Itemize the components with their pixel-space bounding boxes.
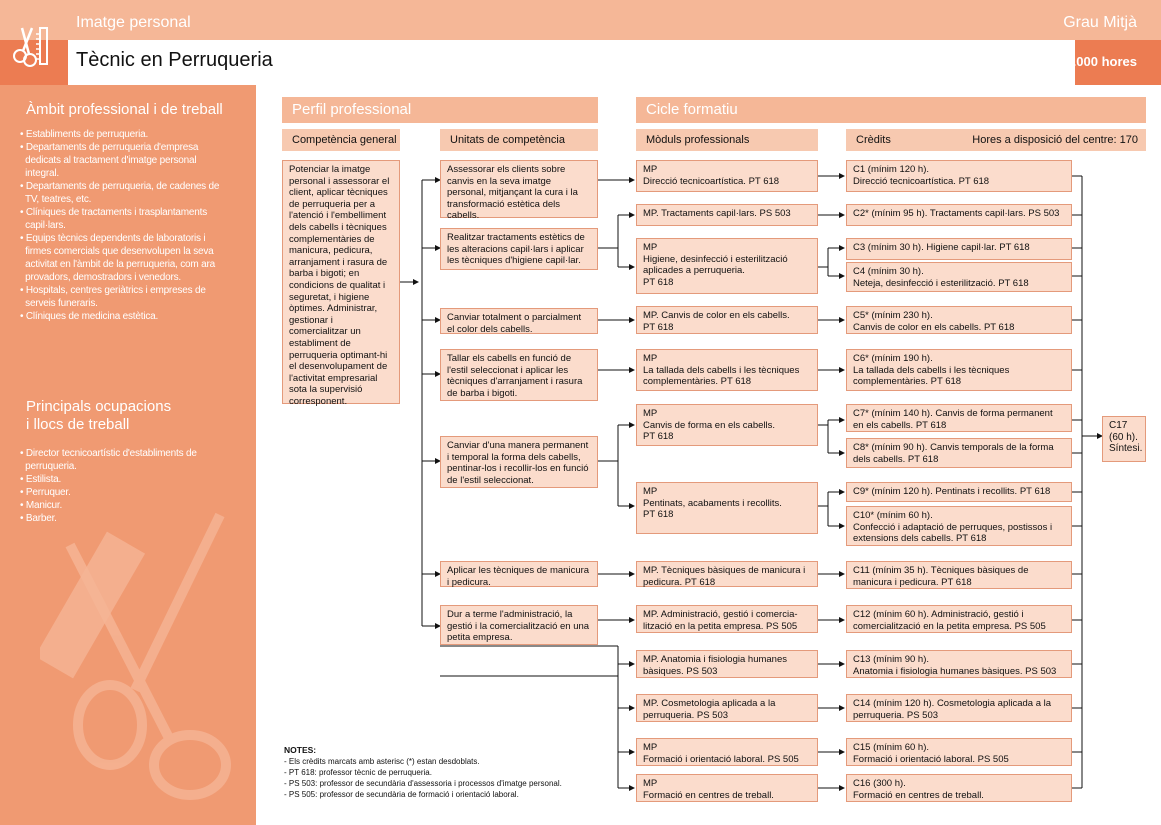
notes-line: - Els crèdits marcats amb asterisc (*) estan desdoblats. <box>284 757 480 766</box>
box-line: i temporal la forma dels cabells, <box>447 451 581 463</box>
ocupacions-title-1: Principals ocupacions <box>26 398 172 415</box>
box-line: MP <box>643 408 658 419</box>
box-line: dels cabells. PT 618 <box>853 453 939 465</box>
box-line: C2* (mínim 95 h). Tractaments capil·lars. PS 503 <box>853 208 1060 219</box>
credit-box <box>846 160 1072 192</box>
box-line: canvis en la seva imatge <box>447 175 552 187</box>
box-line: en els cabells. PT 618 <box>853 419 947 431</box>
box-line: C5* (mínim 230 h). <box>853 310 933 321</box>
box-line: lització en la petita empresa. PS 505 <box>643 620 798 632</box>
box-line: perruqueria. PS 503 <box>853 709 939 721</box>
box-line: Formació i orientació laboral. PS 505 <box>853 753 1009 765</box>
credit-box-c17 <box>1102 416 1146 462</box>
box-line: La tallada dels cabells i les tècniques <box>643 364 800 376</box>
competencia-line: barba i bigoti; en <box>289 268 360 280</box>
credit-box <box>846 694 1072 722</box>
competencia-line: el desenvolupament de <box>289 361 388 373</box>
box-line: MP <box>643 353 658 364</box>
unitat-box <box>440 605 598 645</box>
competencia-line: perruqueria optimant-hi <box>289 349 388 361</box>
box-line: Direcció tecnicoartística. PT 618 <box>853 175 990 187</box>
box-line: Formació en centres de treball. <box>643 789 774 801</box>
box-line: pentinar-los i recollir-los en funció <box>447 463 589 475</box>
box-line: extensions dels cabells. PT 618 <box>853 533 987 545</box>
box-line: Aplicar les tècniques de manicura <box>447 565 590 576</box>
box-line: i pedicura. <box>447 576 491 588</box>
credit-box <box>846 238 1072 260</box>
c17-line: (60 h). <box>1109 431 1138 443</box>
box-line: PT 618 <box>643 509 674 521</box>
moduls-header: Mòduls professionals <box>636 129 818 151</box>
competencia-line: comercialitzar un <box>289 326 361 338</box>
modul-box <box>636 650 818 678</box>
unitat-box <box>440 436 598 488</box>
list-item: provadors, demostradors i venedors. <box>20 272 182 283</box>
list-item: perruqueria. <box>20 461 77 472</box>
box-line: MP. Anatomia i fisiologia humanes <box>643 654 787 665</box>
unitats-header: Unitats de competència <box>440 129 598 151</box>
modul-box <box>636 160 818 192</box>
list-item: • Barber. <box>20 513 57 524</box>
list-item: • Manicur. <box>20 500 63 511</box>
modul-box <box>636 738 818 766</box>
competencia-line: gestionar i <box>289 314 333 326</box>
modul-box <box>636 306 818 334</box>
box-line: C11 (mínim 35 h). Tècniques bàsiques de <box>853 565 1029 576</box>
box-line: transformació estètica dels <box>447 198 560 210</box>
list-item: • Estilista. <box>20 474 62 485</box>
list-item: dedicats al tractament d'imatge personal <box>20 155 197 166</box>
competencia-line: sota la supervisió <box>289 384 363 396</box>
competencia-line: dels cabells i tècniques <box>289 221 387 233</box>
box-line: PT 618 <box>643 321 674 333</box>
box-line: MP <box>643 486 658 497</box>
perfil-header: Perfil professional <box>282 97 598 123</box>
box-line: C8* (mínim 90 h). Canvis temporals de la forma <box>853 442 1054 453</box>
notes <box>284 745 562 800</box>
box-line: C10* (mínim 60 h). <box>853 510 933 521</box>
credit-box <box>846 506 1072 546</box>
box-line: C4 (mínim 30 h). <box>853 266 924 277</box>
box-line: Canviar totalment o parcialment <box>447 312 582 323</box>
unitat-box <box>440 308 598 334</box>
box-line: PT 618 <box>643 431 674 443</box>
box-line: MP. Administració, gestió i comercia- <box>643 609 798 620</box>
competencia-line: client, aplicar tècniques <box>289 187 388 199</box>
credit-box <box>846 306 1072 334</box>
credit-box <box>846 482 1072 502</box>
box-line: MP <box>643 778 658 789</box>
c17-line: C17 <box>1109 420 1128 431</box>
box-line: Assessorar els clients sobre <box>447 164 566 175</box>
competencia-line: l'activitat empresarial <box>289 372 378 384</box>
list-item: • Departaments de perruqueria, de cadenes de <box>20 181 220 192</box>
box-line: Realitzar tractaments estètics de <box>447 232 585 243</box>
competencia-line: arranjament i rasura de <box>289 256 388 268</box>
list-item: • Departaments de perruqueria d'empresa <box>20 142 199 153</box>
box-line: bàsiques. PS 503 <box>643 665 718 677</box>
list-item: integral. <box>20 168 59 179</box>
credit-box <box>846 204 1072 226</box>
ambit-title: Àmbit professional i de treball <box>26 101 223 118</box>
credit-box <box>846 561 1072 589</box>
list-item: firmes comercials que desenvolupen la seva <box>20 246 214 257</box>
competencia-line: seguretat, i higiene <box>289 291 370 303</box>
box-line: tècniques d'arranjament i rasura <box>447 376 583 388</box>
list-item: • Director tecnicoartístic d'establiments de <box>20 448 197 459</box>
credit-box <box>846 774 1072 802</box>
modul-box <box>636 404 818 446</box>
box-line: MP. Tractaments capil·lars. PS 503 <box>643 208 791 219</box>
box-line: MP. Canvis de color en els cabells. <box>643 310 790 321</box>
competencia-line: l'atenció i l'embelliment <box>289 210 387 222</box>
box-line: C3 (mínim 30 h). Higiene capil·lar. PT 618 <box>853 242 1030 253</box>
box-line: l'estil seleccionat i aplicar les <box>447 364 569 376</box>
modul-box <box>636 561 818 587</box>
notes-line: - PS 505: professor de secundària de formació i orientació laboral. <box>284 790 519 799</box>
total-hours: 2.000 hores <box>1065 54 1137 69</box>
box-line: petita empresa. <box>447 632 513 644</box>
modul-box <box>636 605 818 633</box>
list-item: • Clíniques de medicina estètica. <box>20 311 159 322</box>
ocupacions-title-2: i llocs de treball <box>26 416 130 433</box>
credit-box <box>846 404 1072 432</box>
competencia-line: de perruqueria per a <box>289 198 376 210</box>
competencia-header: Competència general <box>282 129 400 151</box>
box-line: aplicades a perruqueria. <box>643 265 745 277</box>
box-line: Formació en centres de treball. <box>853 789 984 801</box>
box-line: Canvis de color en els cabells. PT 618 <box>853 321 1015 333</box>
box-line: Neteja, desinfecció i esterilització. PT 618 <box>853 277 1029 289</box>
competencia-line: Potenciar la imatge <box>289 164 371 175</box>
grade-label: Grau Mitjà <box>1063 14 1137 31</box>
box-line: Dur a terme l'administració, la <box>447 609 573 620</box>
box-line: perruqueria. PS 503 <box>643 709 729 721</box>
unitat-box <box>440 228 598 270</box>
box-line: Anatomia i fisiologia humanes bàsiques. PS 503 <box>853 665 1057 677</box>
box-line: MP <box>643 742 658 753</box>
competencia-line: manicura, pedicura, <box>289 245 373 257</box>
modul-box <box>636 349 818 391</box>
credit-box <box>846 650 1072 678</box>
box-line: C9* (mínim 120 h). Pentinats i recollits. PT 618 <box>853 486 1051 497</box>
credit-box <box>846 349 1072 391</box>
box-line: les tècniques d'higiene capil·lar. <box>447 255 581 267</box>
modul-box <box>636 774 818 802</box>
modul-box <box>636 238 818 294</box>
competencia-line: complementàries de <box>289 233 375 245</box>
list-item: serveis funeraris. <box>20 298 98 309</box>
competencia-line: establiment de <box>289 337 351 349</box>
notes-line: - PS 503: professor de secundària d'assessoria i processos d'imatge personal. <box>284 779 562 788</box>
c17-line: Síntesi. <box>1109 443 1143 454</box>
modul-box <box>636 694 818 722</box>
box-line: C15 (mínim 60 h). <box>853 742 930 753</box>
list-item: • Equips tècnics dependents de laboratoris i <box>20 233 206 244</box>
list-item: TV, teatres, etc. <box>20 194 92 205</box>
box-line: La tallada dels cabells i les tècniques <box>853 364 1010 376</box>
box-line: les alteracions capil·lars i aplicar <box>447 243 584 255</box>
credits-label: Crèdits <box>856 134 891 146</box>
page-title: Tècnic en Perruqueria <box>76 49 273 71</box>
modul-box <box>636 482 818 534</box>
competencia-line: corresponent. <box>289 395 348 407</box>
box-line: Pentinats, acabaments i recollits. <box>643 497 782 509</box>
box-line: MP. Tècniques bàsiques de manicura i <box>643 565 806 576</box>
box-line: MP. Cosmetologia aplicada a la <box>643 698 776 709</box>
box-line: Direcció tecnicoartística. PT 618 <box>643 175 780 187</box>
competencia-general-box <box>282 160 400 407</box>
box-line: C1 (mínim 120 h). <box>853 164 930 175</box>
box-line: MP <box>643 242 658 253</box>
family-label: Imatge personal <box>76 14 191 31</box>
box-line: Formació i orientació laboral. PS 505 <box>643 753 799 765</box>
unitat-box <box>440 349 598 401</box>
box-line: C13 (mínim 90 h). <box>853 654 930 665</box>
list-item: activitat en l'àmbit de la perruqueria, com ara <box>20 259 215 270</box>
list-item: capil·lars. <box>20 220 66 231</box>
box-line: complementàries. PT 618 <box>643 376 752 388</box>
box-line: C16 (300 h). <box>853 778 906 789</box>
modul-box <box>636 204 818 226</box>
unitat-box <box>440 160 598 222</box>
credit-box <box>846 438 1072 468</box>
box-line: Tallar els cabells en funció de <box>447 353 572 364</box>
competencia-line: òptimes. Administrar, <box>289 303 378 315</box>
unitat-box <box>440 561 598 587</box>
box-line: Canvis de forma en els cabells. <box>643 419 776 431</box>
box-line: de l'estil seleccionat. <box>447 474 534 486</box>
box-line: Confecció i adaptació de perruques, postissos i <box>853 521 1053 533</box>
box-line: complementàries. PT 618 <box>853 376 962 388</box>
box-line: C6* (mínim 190 h). <box>853 353 933 364</box>
credit-box <box>846 605 1072 633</box>
box-line: PT 618 <box>643 276 674 288</box>
list-item: • Establiments de perruqueria. <box>20 129 149 140</box>
competencia-line: personal i assessorar el <box>289 175 390 187</box>
notes-line: - PT 618: professor tècnic de perruqueria. <box>284 768 432 777</box>
list-item: • Perruquer. <box>20 487 71 498</box>
list-item: • Hospitals, centres geriàtrics i empreses de <box>20 285 206 296</box>
credit-box <box>846 262 1072 292</box>
competencia-line: condicions de qualitat i <box>289 279 386 291</box>
box-line: el color dels cabells. <box>447 323 533 335</box>
hores-centre-label: Hores a disposició del centre: 170 <box>972 134 1138 146</box>
box-line: C12 (mínim 60 h). Administració, gestió i <box>853 609 1024 620</box>
credit-box <box>846 738 1072 766</box>
box-line: de barba i bigoti. <box>447 387 518 399</box>
box-line: comercialització en la petita empresa. PS 505 <box>853 620 1046 632</box>
box-line: manicura i pedicura. PT 618 <box>853 576 972 588</box>
box-line: pedicura. PT 618 <box>643 576 716 588</box>
box-line: personal, mitjançant la cura i la <box>447 187 578 199</box>
box-line: C7* (mínim 140 h). Canvis de forma permanent <box>853 408 1053 419</box>
box-line: gestió i la comercialització en una <box>447 620 590 632</box>
box-line: cabells. <box>447 210 480 222</box>
box-line: Canviar d'una manera permanent <box>447 440 589 451</box>
box-line: MP <box>643 164 658 175</box>
cicle-header: Cicle formatiu <box>636 97 1146 123</box>
box-line: C14 (mínim 120 h). Cosmetologia aplicada a la <box>853 698 1052 709</box>
notes-title: NOTES: <box>284 745 317 755</box>
box-line: Higiene, desinfecció i esterilització <box>643 253 788 265</box>
list-item: • Clíniques de tractaments i trasplantaments <box>20 207 208 218</box>
